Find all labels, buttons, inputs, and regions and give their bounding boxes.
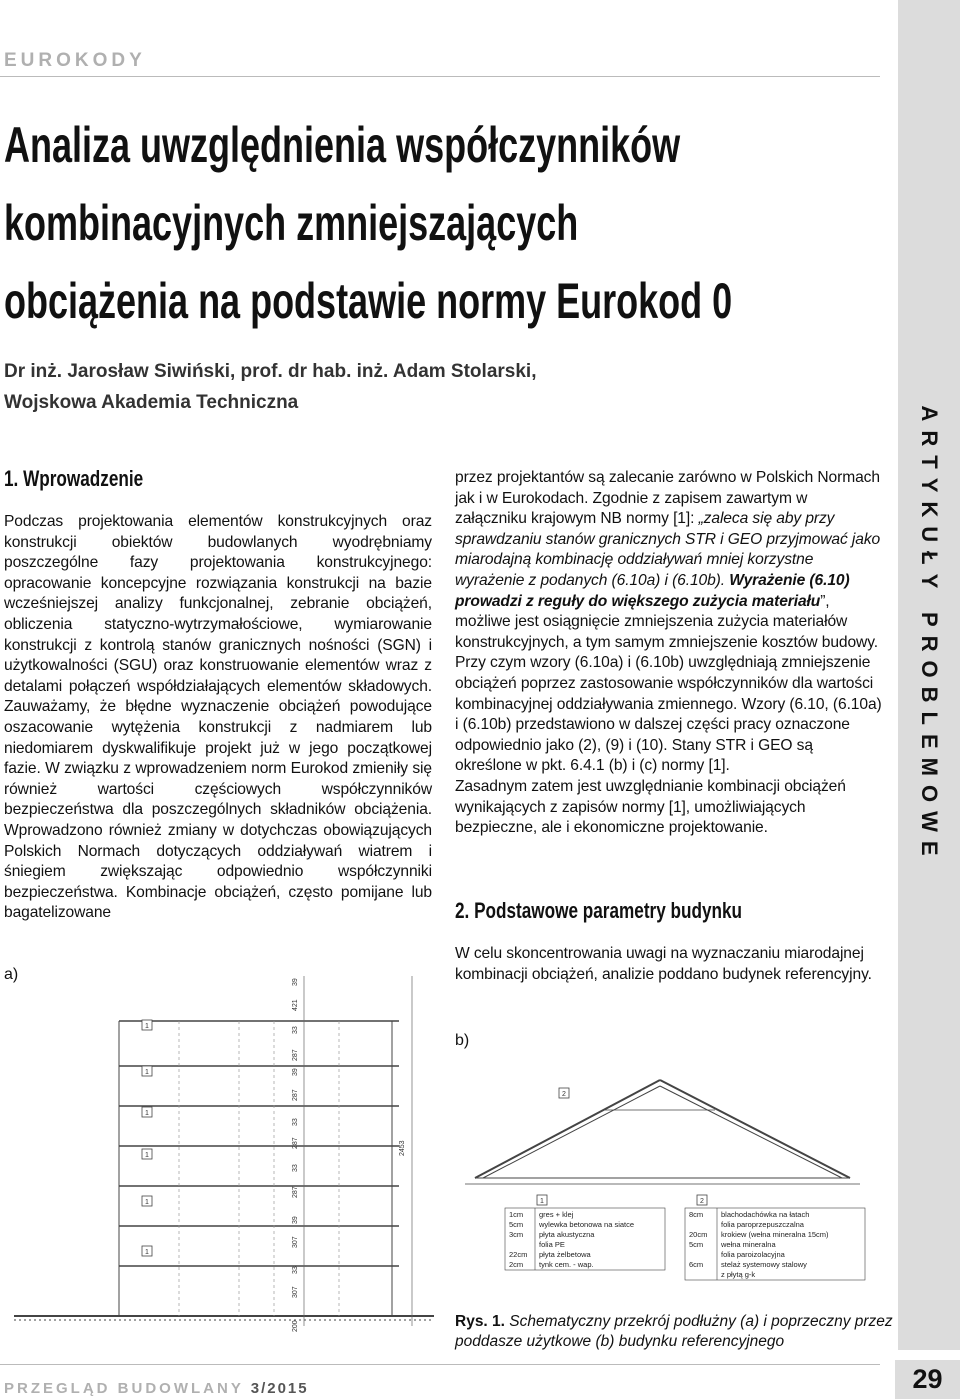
legend-description: wylewka betonowa na siatce [539,1220,635,1229]
legend-thickness: 8cm [689,1210,704,1219]
legend-left-table [509,1210,634,1269]
side-tab-label: ARTYKUŁY PROBLEMOWE [917,405,942,865]
legend-description: krokiew (wełna mineralna 15cm) [721,1230,829,1239]
marker-1: 1 [145,1249,149,1256]
dimension-label: 33 [292,1026,299,1034]
paragraph: Zasadnym zatem jest uwzględnianie kombinacji obciążeń wynikających z zapisów normy [1], umożliwiających bezpieczne, ale i ekonomiczne projektowanie. [455,777,846,837]
dimension-label: 39 [292,1068,299,1076]
legend-thickness: 5cm [509,1220,524,1229]
dimension-label: 200 [292,1320,299,1332]
legend-description: wełna mineralna [721,1240,776,1249]
dimension-label: 287 [292,1186,299,1198]
figure-a-section-drawing [4,966,444,1351]
legend-description: płyta żelbetowa [539,1250,591,1259]
marker-1: 1 [145,1152,149,1159]
legend-description: gres + klej [539,1210,574,1219]
authors-affiliation: Wojskowa Akademia Techniczna [4,392,299,413]
footer-divider [0,1364,880,1365]
legend-description: blachodachówka na łatach [721,1210,810,1219]
marker-1: 1 [145,1199,149,1206]
marker-1: 1 [145,1110,149,1117]
paragraph: W celu skoncentrowania uwagi na wyznaczaniu miarodajnej kombinacji obciążeń, analizie poddano budynek referencyjny. [455,945,872,983]
section-heading: 1. Wprowadzenie [4,466,144,491]
legend-thickness: 6cm [689,1260,704,1269]
quote-italic: „zaleca się aby przy sprawdzaniu stanów granicznych STR i GEO przyjmować jako miarodajną kombinację oddziaływań mniej korzystne wyrażenie z podanych (6.10a) i (6.10b). [455,510,881,589]
dimension-label: 39 [292,1216,299,1224]
dimension-label: 33 [292,1118,299,1126]
page-number: 29 [895,1360,960,1399]
journal-name: PRZEGLĄD BUDOWLANY [4,1380,244,1397]
right-column [455,468,883,839]
header-divider [0,76,880,77]
dimension-label: 287 [292,1049,299,1061]
dimension-label: 39 [292,978,299,986]
legend-description: z płytą g-k [721,1270,756,1279]
legend-description: tynk cem. - wap. [539,1260,594,1269]
figure-caption [455,1312,895,1352]
dimension-label: 287 [292,1137,299,1149]
caption-label: Rys. 1. [455,1313,505,1330]
legend-thickness: 2cm [509,1260,524,1269]
left-column [4,512,432,924]
dimension-label: 33 [292,1164,299,1172]
section-heading: 2. Podstawowe parametry budynku [455,898,743,923]
authors-names: Dr inż. Jarosław Siwiński, prof. dr hab. inż. Adam Stolarski, [4,361,537,382]
dimension-label: 33 [292,1266,299,1274]
legend-description: folia paroprzepuszczalna [721,1220,804,1229]
legend-description: płyta akustyczna [539,1230,595,1239]
title-line: Analiza uwzględnienia współczynników [4,117,681,173]
dimension-label: 287 [292,1089,299,1101]
legend-thickness: 3cm [509,1230,524,1239]
quote-bold-italic: Wyrażenie (6.10) prowadzi z reguły do większego zużycia materiału [455,571,850,610]
legend-thickness: 22cm [509,1250,528,1259]
legend-right-table [689,1210,829,1279]
figure-a-label: a) [4,966,19,983]
paragraph-text: przez projektantów są zalecanie zarówno w Polskich Normach jak i w Eurokodach. Zgodnie z zapisem zawartym w załączniku krajowym NB normy [1]: [455,469,880,528]
legend-thickness: 1cm [509,1210,524,1219]
marker-2: 2 [562,1091,566,1098]
authors [4,356,536,418]
dimension-label: 421 [292,999,299,1011]
marker-2: 2 [700,1198,704,1205]
paragraph: Podczas projektowania elementów konstrukcyjnych oraz konstrukcji obiektów budowlanych wyodrębniamy poszczególne fazy projektowania konstrukcyjnego: opracowanie koncepcyjne rozwiązania konstrukcji na bazie wcześniejszej analizy funkcjonalnej, zebranie obciążeń, obliczenia statyczno-wytrzymałościowe, wymiarowanie konstrukcji z kontrolą stanów granicznych nośności (SGN) i użytkowalności (SGU) oraz konstruowanie elementów wraz z detalami połączeń współdziałających elementów składowych. Zauważamy, że błędne wyznaczenie obciążeń powodujące oszacowanie wytężenia konstrukcji z nadmiarem lub niedomiarem dyskwalifikuje projekt już w jego początkowej fazie. W związku z wprowadzeniem norm Eurokod zmieniły się również wartości częściowych współczynników bezpieczeństwa dla poszczególnych składników obciążenia. Wprowadzono również zmiany w dotychczas obowiązujących Polskich Normach dotyczących oddziaływań wiatrem i śniegiem zwiększając odpowiednio współczynniki bezpieczeństwa. Kombinacje obciążeń, często pomijane lub bagatelizowane [4,513,432,922]
marker-1: 1 [145,1069,149,1076]
figure-b-label: b) [455,1032,470,1049]
legend-thickness: 5cm [689,1240,704,1249]
title-line: kombinacyjnych zmniejszających [4,195,579,251]
dimension-label: 307 [292,1236,299,1248]
legend-description: folia PE [539,1240,565,1249]
dimension-label: 307 [292,1286,299,1298]
journal-issue: 3/2015 [250,1380,309,1397]
paragraph-text: ”, możliwe jest osiągnięcie zmniejszenia zużycia materiałów konstrukcyjnych, a tym samym zmniejszenie kosztów budowy. Przy czym wzory (6.10a) i (6.10b) uwzględniają zmniejszenie obciążeń poprzez zastosowanie współczynników dla wartości kombinacyjnej oddziaływania zmiennego. Wzory (6.10, (6.10a) i (6.10b) przedstawiono w dalszej części pracy oznaczone odpowiednio jako (2), (9) i (10). Stany STR i GEO są określone w pkt. 6.4.1 (b) i (c) normy [1]. [455,592,882,775]
marker-1: 1 [145,1023,149,1030]
legend-description: folia paroizolacyjna [721,1250,785,1259]
section-label: EUROKODY [4,50,146,71]
figure-b-roof-section-drawing [455,1060,895,1310]
paragraph [455,468,883,777]
marker-1: 1 [540,1198,544,1205]
title-line: obciążenia na podstawie normy Eurokod 0 [4,273,733,329]
dimension-label: 2453 [399,1140,406,1156]
caption-text: Schematyczny przekrój podłużny (a) i poprzeczny przez poddasze użytkowe (b) budynku referencyjnego [455,1313,893,1350]
article-title [4,106,882,340]
legend-description: stelaż systemowy stalowy [721,1260,807,1269]
legend-thickness: 20cm [689,1230,708,1239]
footer-journal [4,1380,309,1397]
